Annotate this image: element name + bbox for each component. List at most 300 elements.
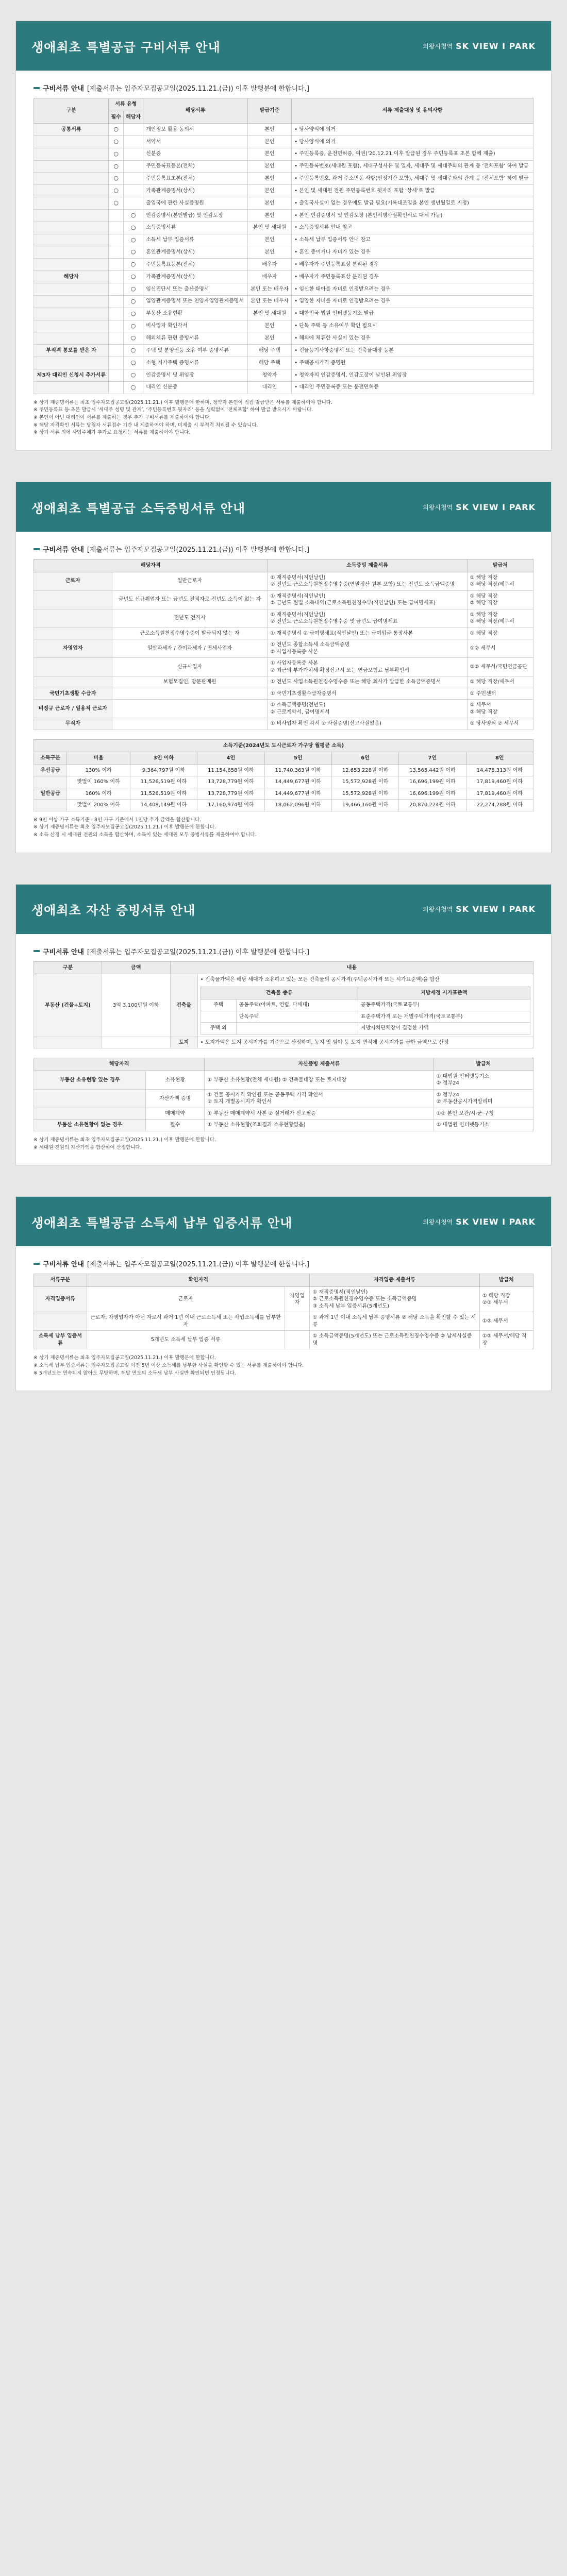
table-cell xyxy=(109,209,124,222)
table-row xyxy=(34,148,533,160)
table-cell: 11,740,363원 이하 xyxy=(264,765,331,776)
table-row xyxy=(34,259,533,271)
table-cell: 부동산 소유현황이 없는 경우 xyxy=(34,1120,146,1131)
table-cell: ① 국민기초생활수급자증명서 xyxy=(268,688,467,700)
table-cell: • 혼인 중이거나 자녀가 있는 경우 xyxy=(292,246,533,259)
table-cell: ① 당사양식 ② 세무서 xyxy=(467,718,533,730)
table-cell xyxy=(34,590,112,609)
table-row xyxy=(201,1023,530,1035)
note-line: ※ 9인 이상 가구 소득기준 : 8인 가구 기준에서 1인당 추가 금액을 합산합니다. xyxy=(34,817,202,823)
table-cell xyxy=(34,357,109,369)
table-cell: 주택 및 분양권등 소유 여부 증명서류 xyxy=(143,345,247,357)
table-cell xyxy=(236,1023,358,1035)
table-header-row xyxy=(34,1058,533,1071)
table-cell: 주민등록표초본(전체) xyxy=(143,173,247,185)
table-cell: • 출입국사실이 없는 경우에도 발급 필요(기록대조일을 본인 생년월일로 지정) xyxy=(292,197,533,210)
table-cell: 청약자 xyxy=(247,369,292,381)
income-docs-table xyxy=(34,559,533,730)
table-cell: 12,653,228원 이하 xyxy=(331,765,398,776)
table-cell: 무직자 xyxy=(34,718,112,730)
subhead xyxy=(34,1259,533,1268)
table-cell xyxy=(285,1312,310,1331)
table-cell: 보험모집인, 방문판매원 xyxy=(112,676,268,688)
column-header: 지방세정 시가표준액 xyxy=(358,987,530,999)
table-cell: ①② 세무서/해당 직장 xyxy=(479,1331,533,1349)
table-cell xyxy=(34,160,109,173)
table-cell: 주택 xyxy=(201,999,236,1011)
table-cell: 지방자치단체장이 결정한 가액 xyxy=(358,1023,530,1035)
column-header: 서류구분 xyxy=(34,1274,87,1287)
table-cell: • 주민등록번호(세대원 포함), 세대구성사유 및 일자, 세대주 및 세대주와의 관계 등 ‘전체포함’ 하여 발급 xyxy=(292,160,533,173)
table-cell: ○ xyxy=(123,369,143,381)
brand-logo xyxy=(423,1217,536,1227)
table-cell xyxy=(109,320,124,332)
table-cell: 소득증빙서류 xyxy=(143,222,247,234)
table-row xyxy=(34,1071,533,1089)
asset-docs-table xyxy=(34,1058,533,1131)
table-cell xyxy=(34,658,112,676)
table-row xyxy=(34,1286,533,1312)
table-cell: 가족관계증명서(상세) xyxy=(143,271,247,283)
section-tax xyxy=(15,1196,552,1391)
subhead xyxy=(34,83,533,93)
column-header: 확인자격 xyxy=(87,1274,310,1287)
table-row xyxy=(34,639,533,658)
table-header-row xyxy=(34,961,533,974)
column-header: 7인 xyxy=(399,752,466,765)
income-criteria-table xyxy=(34,739,533,811)
table-cell xyxy=(109,369,124,381)
table-cell: ① 재직증명서(직인날인) ② 근로소득원천징수영수증 또는 소득금액증명 ③ 소득세 납부 입증서류(5개년도) xyxy=(310,1286,479,1312)
table-cell xyxy=(34,628,112,639)
table-cell: ① 부동산 소유현황(조회결과 소유현황없음) xyxy=(205,1120,433,1131)
subhead xyxy=(34,946,533,956)
table-cell xyxy=(109,271,124,283)
table-cell: 20,870,224원 이하 xyxy=(399,800,466,811)
table-cell xyxy=(34,800,67,811)
table-cell xyxy=(109,357,124,369)
table-cell: ○ xyxy=(123,295,143,308)
table-cell: • 당사양식에 의거 xyxy=(292,124,533,136)
column-header: 3인 이하 xyxy=(130,752,197,765)
table-cell xyxy=(123,124,143,136)
brand-line1: 의왕시청역 xyxy=(423,906,453,913)
table-cell xyxy=(123,148,143,160)
table-cell: 본인 및 세대원 xyxy=(247,222,292,234)
table-cell: 본인 xyxy=(247,209,292,222)
table-cell: 11,526,519원 이하 xyxy=(130,776,197,788)
table-cell xyxy=(34,135,109,148)
table-cell xyxy=(112,700,268,718)
table-cell: ① 소득금액증명(5개년도) 또는 근로소득원천징수영수증 ② 납세사실증명 xyxy=(310,1331,479,1349)
table-row xyxy=(34,658,533,676)
table-cell: 신분증 xyxy=(143,148,247,160)
section-documents xyxy=(15,21,552,451)
table-cell xyxy=(102,1037,170,1048)
column-header: 필수 xyxy=(109,111,124,124)
table-cell: 160% 이하 xyxy=(67,788,130,800)
table-row xyxy=(34,590,533,609)
table-cell: 본인 xyxy=(247,185,292,197)
table-cell: 주민등록표등본(전체) xyxy=(143,259,247,271)
table-cell xyxy=(34,246,109,259)
table-row xyxy=(34,381,533,394)
section-title: 생애최초 특별공급 소득세 납부 입증서류 안내 xyxy=(31,1215,293,1230)
table-cell: 근로자 xyxy=(34,572,112,590)
asset-criteria-table xyxy=(34,961,533,1049)
table-cell: 부동산 (건물+토지) xyxy=(34,974,102,1037)
table-cell: 14,478,313원 이하 xyxy=(466,765,533,776)
note-line: ※ 5개년도는 연속되지 않아도 무방하며, 해당 연도의 소득세 납부 사실만 확인되면 인정됩니다. xyxy=(34,1370,236,1376)
table-cell: 서약서 xyxy=(143,135,247,148)
table-cell: 맞벌이 160% 이하 xyxy=(67,776,130,788)
column-header: 발급처 xyxy=(479,1274,533,1287)
table-cell xyxy=(34,259,109,271)
table-cell: ① 해당 직장 ② 해당 직장 xyxy=(467,590,533,609)
notes xyxy=(34,1354,533,1377)
table-cell: 본인 xyxy=(247,332,292,345)
table-cell: • 당사양식에 의거 xyxy=(292,135,533,148)
table-cell: 14,449,677원 이하 xyxy=(264,788,331,800)
brand-line2: SK VIEW Ⅰ PARK xyxy=(456,1216,536,1227)
table-cell: 필수 xyxy=(146,1120,205,1131)
building-price-table xyxy=(201,987,530,1035)
table-cell: 소형 저가주택 증명서류 xyxy=(143,357,247,369)
table-row xyxy=(34,1037,533,1048)
table-cell: 15,572,928원 이하 xyxy=(331,776,398,788)
column-header: 해당자 xyxy=(123,111,143,124)
column-header: 자산증빙 제출서류 xyxy=(205,1058,433,1071)
table-cell: 16,696,199원 이하 xyxy=(399,776,466,788)
table-row xyxy=(34,135,533,148)
table-cell: • 청약자의 인감증명서, 인감도장이 날인된 위임장 xyxy=(292,369,533,381)
table-cell: 혼인관계증명서(상세) xyxy=(143,246,247,259)
section-banner xyxy=(16,21,551,71)
table-cell xyxy=(34,1037,102,1048)
table-cell: 대리인 xyxy=(247,381,292,394)
table-cell: 주민등록표등본(전체) xyxy=(143,160,247,173)
table-cell: ① 해당 직장 ② 해당 직장/세무서 xyxy=(467,609,533,628)
subhead-text: [제출서류는 입주자모집공고일(2025.11.21.(금)) 이후 발행분에 한합니다.] xyxy=(87,948,309,956)
table-cell: 매매계약 xyxy=(146,1108,205,1120)
note-line: ※ 주민등록표 등·초본 발급시 ‘세대주 성명 및 관계’, ‘주민등록번호 뒷자리’ 등을 생략없이 ‘전체포함’ 하여 발급 받으시기 바랍니다. xyxy=(34,407,313,413)
table-cell xyxy=(34,148,109,160)
table-row xyxy=(34,295,533,308)
table-cell: 토지 xyxy=(170,1037,197,1048)
table-cell: 소득세 납부 입증서류 xyxy=(143,234,247,246)
table-row xyxy=(34,173,533,185)
brand-line1: 의왕시청역 xyxy=(423,42,453,50)
table-cell: ①② 세무서 xyxy=(467,639,533,658)
table-cell: 가족관계증명서(상세) xyxy=(143,185,247,197)
table-row xyxy=(34,609,533,628)
table-cell xyxy=(201,1011,236,1023)
table-cell: 해당 주택 xyxy=(247,345,292,357)
table-cell: ① 전년도 사업소득원천징수영수증 또는 해당 회사가 발급한 소득금액증명서 xyxy=(268,676,467,688)
table-row xyxy=(34,1120,533,1131)
table-cell: ① 해당 직장 xyxy=(467,628,533,639)
table-cell: 본인 xyxy=(247,124,292,136)
table-cell: 국민기초생활 수급자 xyxy=(34,688,112,700)
note-line: ※ 상기 제증명서류는 최초 입주자모집공고일(2025.11.21.) 이후 발행분에 한합니다. xyxy=(34,1355,216,1361)
table-cell: ①② 세무서 xyxy=(479,1312,533,1331)
table-cell: 개인정보 활용 동의서 xyxy=(143,124,247,136)
table-cell xyxy=(109,246,124,259)
table-cell: ○ xyxy=(109,135,124,148)
column-header: 구분 xyxy=(34,961,102,974)
table-row xyxy=(34,1089,533,1108)
column-header: 서류 제출대상 및 유의사항 xyxy=(292,98,533,124)
table-cell: ○ xyxy=(123,234,143,246)
table-cell: 해당자 xyxy=(34,271,109,283)
brand-logo xyxy=(423,41,536,51)
table-cell xyxy=(34,609,112,628)
table-cell xyxy=(34,197,109,210)
note-line: ※ 상기 제증명서류는 최초 입주자모집공고일(2025.11.21.) 이후 발행분에 한합니다. xyxy=(34,1137,216,1143)
table-cell: ①② 세무서/국민연금공단 xyxy=(467,658,533,676)
table-cell: 본인 또는 배우자 xyxy=(247,295,292,308)
table-row xyxy=(34,185,533,197)
table-cell xyxy=(34,332,109,345)
table-cell: 비사업자 확인각서 xyxy=(143,320,247,332)
table-cell: ○ xyxy=(123,271,143,283)
note-line: ※ 상기 제증명서류는 최초 입주자모집공고일(2025.11.21.) 이후 발행분에 한합니다. xyxy=(34,824,216,831)
table-cell: 본인 xyxy=(247,197,292,210)
table-header-row xyxy=(201,987,530,999)
table-cell xyxy=(109,222,124,234)
table-cell: 19,466,160원 이하 xyxy=(331,800,398,811)
table-row xyxy=(34,974,533,1037)
table-header-row xyxy=(34,560,533,572)
section-banner xyxy=(16,1197,551,1246)
table-row xyxy=(34,246,533,259)
table-cell xyxy=(109,234,124,246)
brand-line2: SK VIEW Ⅰ PARK xyxy=(456,41,536,51)
section-banner xyxy=(16,482,551,532)
table-cell: 11,154,658원 이하 xyxy=(197,765,264,776)
table-cell xyxy=(34,185,109,197)
note-line: ※ 상기 제증명서류는 최초 입주자모집공고일(2025.11.21.) 이후 발행분에 한하며, 청약자 본인이 직접 발급받은 서류를 제출하여야 합니다. xyxy=(34,399,332,405)
table-cell xyxy=(34,1108,146,1120)
table-cell xyxy=(34,1089,146,1108)
section-assets xyxy=(15,884,552,1165)
table-cell: ○ xyxy=(123,222,143,234)
table-cell: 소유현황 xyxy=(146,1071,205,1089)
table-cell xyxy=(34,1312,87,1331)
table-cell: ○ xyxy=(123,259,143,271)
table-cell xyxy=(34,320,109,332)
table-cell xyxy=(112,688,268,700)
table-cell: ① 건물 공시가격 확인원 또는 공동주택 가격 확인서 ② 토지 개별공시지가 확인서 xyxy=(205,1089,433,1108)
bullet-square-icon xyxy=(34,1263,40,1265)
table-cell: 맞벌이 200% 이하 xyxy=(67,800,130,811)
table-cell xyxy=(34,283,109,295)
table-cell: 건축물 xyxy=(170,974,197,1037)
table-cell: 공동주택가격(국토교통부) xyxy=(358,999,530,1011)
table-cell: ① 부동산 소유현황(전체 세대원) ② 건축물대장 또는 토지대장 xyxy=(205,1071,433,1089)
table-cell: 부적격 통보를 받은 자 xyxy=(34,345,109,357)
table-cell: 자격입증서류 xyxy=(34,1286,87,1312)
table-row xyxy=(34,800,533,811)
table-row xyxy=(34,234,533,246)
table-cell: 인감증명서 및 위임장 xyxy=(143,369,247,381)
table-cell: ① 부동산 매매계약서 사본 ② 실거래가 신고필증 xyxy=(205,1108,433,1120)
notes xyxy=(34,399,533,437)
table-cell: ○ xyxy=(109,197,124,210)
table-cell xyxy=(285,1331,310,1349)
column-header: 내용 xyxy=(170,961,533,974)
table-cell: 14,408,149원 이하 xyxy=(130,800,197,811)
subhead-label: 구비서류 안내 xyxy=(43,1261,84,1269)
subhead-label: 구비서류 안내 xyxy=(43,85,84,93)
table-cell: 부동산 소유현황 있는 경우 xyxy=(34,1071,146,1089)
table-cell: ① 해당 직장/세무서 xyxy=(467,676,533,688)
table-cell: 우선공급 xyxy=(34,765,67,776)
table-cell: 주택 외 xyxy=(201,1023,236,1035)
table-cell: • 건축물가액은 해당 세대가 소유하고 있는 모든 건축물의 공시가격(주택공시가격 또는 시가표준액)을 합산 건축물 종류 지방세정 시가표준액 주택 공동주택(아파트, 연립, 다세대) 공동주택가격(국토교통부) 단독주택 표준주택가격 또는 개별주택가격(국토교통부) 주택 외 지방자치단체장이 결정한 가액 xyxy=(197,974,533,1037)
table-cell: • 임신한 태아를 자녀로 인정받으려는 경우 xyxy=(292,283,533,295)
table-cell: • 대리인 주민등록증 또는 운전면허증 xyxy=(292,381,533,394)
table-cell: • 소득세 납부 입증서류 안내 참고 xyxy=(292,234,533,246)
table-cell xyxy=(34,222,109,234)
table-row xyxy=(34,676,533,688)
table-cell: ① 해당 직장 ②③ 세무서 xyxy=(479,1286,533,1312)
note-line: ※ 소득세 납부 입증서류는 입주자모집공고일 이전 5년 이상 소득세를 납부한 사실을 확인할 수 있는 서류를 제출하여야 합니다. xyxy=(34,1362,304,1368)
table-cell: 본인 xyxy=(247,234,292,246)
table-cell xyxy=(109,332,124,345)
table-cell: 본인 xyxy=(247,160,292,173)
table-cell: ○ xyxy=(123,246,143,259)
table-cell: ○ xyxy=(109,185,124,197)
table-cell: 11,526,519원 이하 xyxy=(130,788,197,800)
table-cell: 본인 xyxy=(247,246,292,259)
table-cell xyxy=(109,283,124,295)
table-row xyxy=(34,197,533,210)
notes xyxy=(34,817,533,839)
column-header: 서류 유형 xyxy=(109,98,143,111)
table-cell: ○ xyxy=(123,308,143,320)
brand-line1: 의왕시청역 xyxy=(423,503,453,511)
table-row xyxy=(34,369,533,381)
table-row xyxy=(34,160,533,173)
brand-line2: SK VIEW Ⅰ PARK xyxy=(456,904,536,914)
table-row xyxy=(34,209,533,222)
column-header: 4인 xyxy=(197,752,264,765)
table-cell: 해외체류 관련 증빙서류 xyxy=(143,332,247,345)
note-line: ※ 상기 서류 외에 사업주체가 추가로 요청하는 서류를 제출하여야 합니다. xyxy=(34,430,191,436)
table-cell: • 주민등록증, 운전면허증, 여권(’20.12.21.이후 발급된 경우 주민등록표 초본 함께 제출) xyxy=(292,148,533,160)
table-row xyxy=(34,765,533,776)
table-cell: ① 대법원 인터넷등기소 ② 정부24 xyxy=(433,1071,533,1089)
table-cell: 제3자 대리인 신청시 추가서류 xyxy=(34,369,109,381)
table-cell: 근로자, 자영업자가 아닌 자로서 과거 1년 이내 근로소득세 또는 사업소득세를 납부한 자 xyxy=(87,1312,285,1331)
column-header: 해당자격 xyxy=(34,1058,205,1071)
table-row xyxy=(34,700,533,718)
column-header: 금액 xyxy=(102,961,170,974)
bullet-square-icon xyxy=(34,87,40,89)
table-row xyxy=(34,124,533,136)
brand-line2: SK VIEW Ⅰ PARK xyxy=(456,502,536,512)
table-cell: 13,565,442원 이하 xyxy=(399,765,466,776)
column-header: 해당자격 xyxy=(34,560,268,572)
table-cell: 배우자 xyxy=(247,271,292,283)
table-cell xyxy=(34,173,109,185)
table-cell: 130% 이하 xyxy=(67,765,130,776)
column-header: 비율 xyxy=(67,752,130,765)
table-cell: 출입국에 관한 사실증명원 xyxy=(143,197,247,210)
table-cell: 18,062,096원 이하 xyxy=(264,800,331,811)
table-cell: 인감증명서(본인발급) 및 인감도장 xyxy=(143,209,247,222)
table-cell: ○ xyxy=(123,283,143,295)
column-header: 구분 xyxy=(34,98,109,124)
table-cell: ① 비사업자 확인 각서 ② 사실증명(신고사실없음) xyxy=(268,718,467,730)
table-cell: 대리인 신분증 xyxy=(143,381,247,394)
table-cell: ① 과거 1년 이내 소득세 납부 증명서류 ② 해당 소득을 확인할 수 있는 서류 xyxy=(310,1312,479,1331)
table-cell: • 주민등록번호, 과거 주소변동 사항(인정기간 포함), 세대주 및 세대주와의 관계 등 ‘전체포함’ 하여 발급 xyxy=(292,173,533,185)
table-cell: ① 재직증명서(직인날인) ② 금년도 월별 소득내역(근로소득원천징수부(직인날인) 또는 급여명세표) xyxy=(268,590,467,609)
table-row xyxy=(34,271,533,283)
table-cell: • 주택공시가격 증명원 xyxy=(292,357,533,369)
table-cell: 자영업자 xyxy=(34,639,112,658)
table-cell: 신규사업자 xyxy=(112,658,268,676)
table-cell: 공동주택(아파트, 연립, 다세대) xyxy=(236,999,358,1011)
table-cell: 13,728,779원 이하 xyxy=(197,776,264,788)
table-cell xyxy=(123,197,143,210)
table-cell: • 입양한 자녀를 자녀로 인정받으려는 경우 xyxy=(292,295,533,308)
column-header: 해당서류 xyxy=(143,98,247,124)
table-cell xyxy=(34,381,109,394)
table-header-row xyxy=(34,739,533,752)
table-row xyxy=(34,320,533,332)
table-cell xyxy=(109,259,124,271)
column-header: 발급처 xyxy=(467,560,533,572)
table-cell: 본인 xyxy=(247,148,292,160)
table-row xyxy=(34,776,533,788)
table-cell: 일반공급 xyxy=(34,788,67,800)
table-cell: 본인 xyxy=(247,320,292,332)
table-cell xyxy=(34,676,112,688)
table-cell: ①② 본인 보관/시·군·구청 xyxy=(433,1108,533,1120)
table-cell: • 본인 인감증명서 및 인감도장 (본인서명사실확인서로 대체 가능) xyxy=(292,209,533,222)
column-header: 건축물 종류 xyxy=(201,987,358,999)
table-cell: 입양관계증명서 또는 친양자입양관계증명서 xyxy=(143,295,247,308)
column-header: 소득구분 xyxy=(34,752,67,765)
table-cell xyxy=(123,185,143,197)
table-cell: 자산가액 증명 xyxy=(146,1089,205,1108)
table-cell: 15,572,928원 이하 xyxy=(331,788,398,800)
table-cell: 13,728,779원 이하 xyxy=(197,788,264,800)
table-cell xyxy=(123,160,143,173)
table-row xyxy=(34,1331,533,1349)
table-cell: • 해외에 체류한 사실이 있는 경우 xyxy=(292,332,533,345)
table-cell: 5개년도 소득세 납부 입증 서류 xyxy=(87,1331,285,1349)
table-cell xyxy=(123,173,143,185)
table-row xyxy=(34,788,533,800)
column-header: 8인 xyxy=(466,752,533,765)
table-cell: 단독주택 xyxy=(236,1011,358,1023)
table-cell: ○ xyxy=(123,345,143,357)
brand-line1: 의왕시청역 xyxy=(423,1218,453,1226)
note-line: ※ 소득 산정 시 세대원 전원의 소득을 합산하며, 소득이 있는 세대원 모두 증빙서류를 제출하여야 합니다. xyxy=(34,832,257,838)
table-cell: ○ xyxy=(123,332,143,345)
table-cell: 17,819,460원 이하 xyxy=(466,776,533,788)
table-row xyxy=(34,718,533,730)
table-cell: 근로자 xyxy=(87,1286,285,1312)
table-cell: • 본인 및 세대원 전원 주민등록번호 뒷자리 포함 ‘상세’로 발급 xyxy=(292,185,533,197)
table-cell: ○ xyxy=(109,148,124,160)
table-cell: ① 소득금액증명(전년도) ② 근로계약서, 급여명세서 xyxy=(268,700,467,718)
table-row xyxy=(34,332,533,345)
